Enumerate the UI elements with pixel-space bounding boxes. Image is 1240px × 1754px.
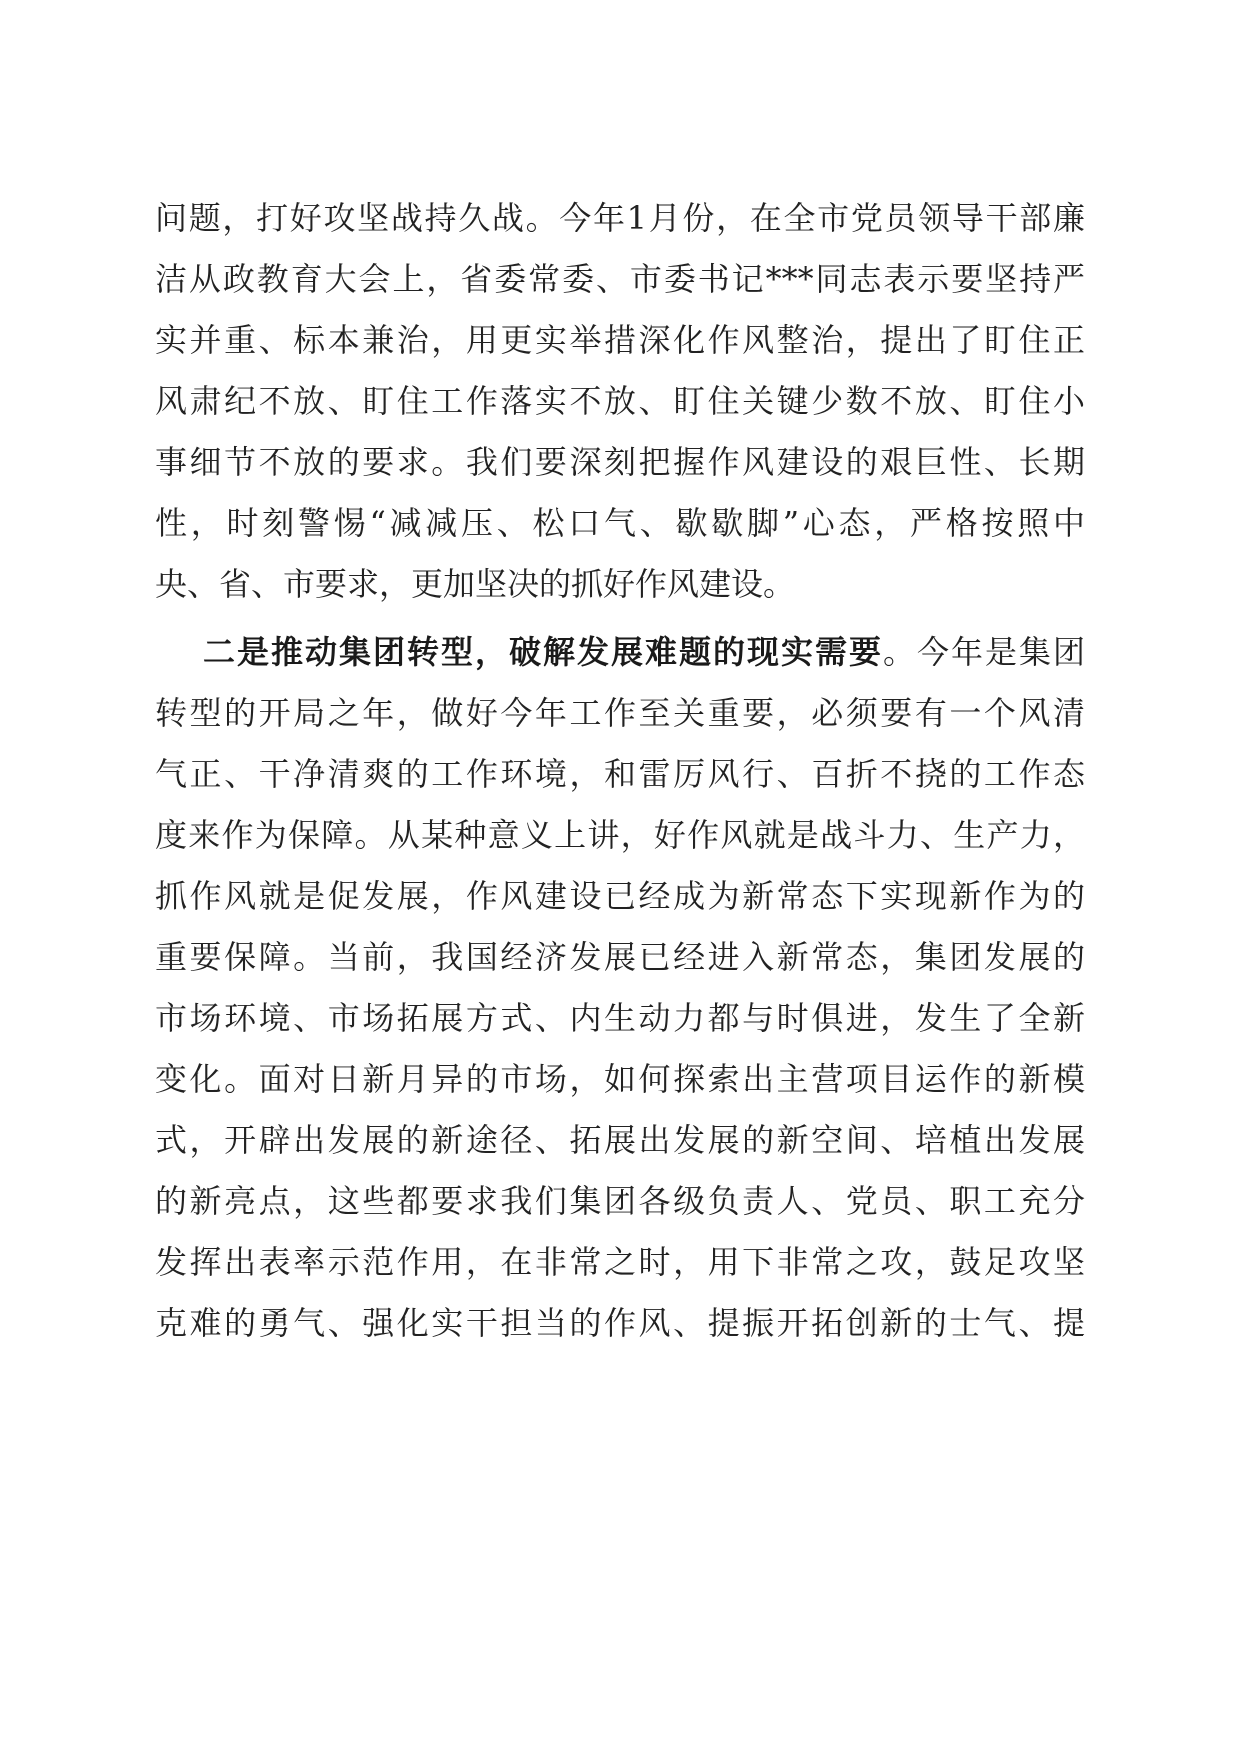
para2-line-6: 重要保障。当前，我国经济发展已经进入新常态，集团发展的 <box>155 938 1085 976</box>
para1-line-4: 风肃纪不放、盯住工作落实不放、盯住关键少数不放、盯住小 <box>155 382 1085 420</box>
para1-line-2: 洁从政教育大会上，省委常委、市委书记***同志表示要坚持严 <box>155 260 1085 298</box>
para1-line-6: 性，时刻警惕“减减压、松口气、歇歇脚”心态，严格按照中 <box>155 504 1085 542</box>
para1-line-7: 央、省、市要求，更加坚决的抓好作风建设。 <box>155 565 796 603</box>
para2-first-line-rest: 。今年是集团 <box>882 633 1085 671</box>
para2-line-4: 度来作为保障。从某种意义上讲，好作风就是战斗力、生产力， <box>155 816 1085 854</box>
para1-line-3: 实并重、标本兼治，用更实举措深化作风整治，提出了盯住正 <box>155 321 1085 359</box>
para2-line-11: 发挥出表率示范作用，在非常之时，用下非常之攻，鼓足攻坚 <box>155 1243 1085 1281</box>
para2-line-2: 转型的开局之年，做好今年工作至关重要，必须要有一个风清 <box>155 694 1085 732</box>
para1-line-5: 事细节不放的要求。我们要深刻把握作风建设的艰巨性、长期 <box>155 443 1085 481</box>
para2-line-7: 市场环境、市场拓展方式、内生动力都与时俱进，发生了全新 <box>155 999 1085 1037</box>
para2-line-8: 变化。面对日新月异的市场，如何探索出主营项目运作的新模 <box>155 1060 1085 1098</box>
para2-line-9: 式，开辟出发展的新途径、拓展出发展的新空间、培植出发展 <box>155 1121 1085 1159</box>
para2-line-12: 克难的勇气、强化实干担当的作风、提振开拓创新的士气、提 <box>155 1304 1085 1342</box>
para2-heading: 二是推动集团转型，破解发展难题的现实需要 <box>203 633 883 671</box>
para2-line-10: 的新亮点，这些都要求我们集团各级负责人、党员、职工充分 <box>155 1182 1085 1220</box>
para2-first-line <box>203 622 1085 682</box>
para1-line-1: 问题，打好攻坚战持久战。今年1月份，在全市党员领导干部廉 <box>155 199 1085 237</box>
para2-line-3: 气正、干净清爽的工作环境，和雷厉风行、百折不挠的工作态 <box>155 755 1085 793</box>
para2-line-5: 抓作风就是促发展，作风建设已经成为新常态下实现新作为的 <box>155 877 1085 915</box>
